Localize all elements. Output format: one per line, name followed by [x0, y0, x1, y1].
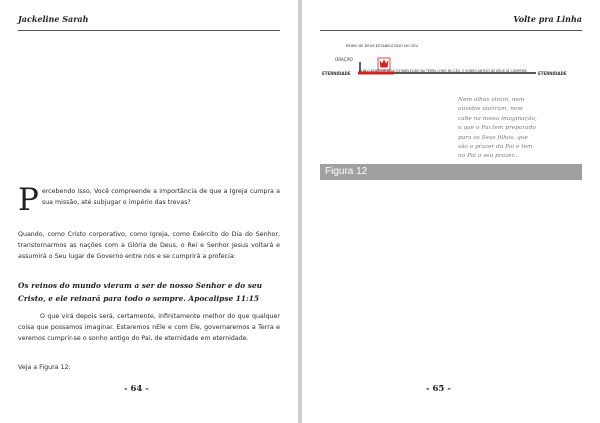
eternity-left-label: ETERNIDADE [322, 71, 351, 76]
bible-quote: Os reinos do mundo vieram a ser de nosso Senhor e do seu Cristo, e ele reinará para todo o sempre. Apocalipse 11:15 [18, 281, 263, 303]
opening-paragraph-text: ercebendo isso, Você compreende a importância de que a Igreja cumpra a sua missão, até subjugar o império das trevas? [41, 188, 280, 206]
poem-line: para os Seus filhos, que [458, 134, 528, 141]
eternity-right-label: ETERNIDADE [538, 71, 567, 76]
header-rule [18, 30, 280, 31]
poem-line: o que o Pai tem preparado [458, 125, 536, 132]
poem-quote [458, 96, 570, 162]
paragraph-future: O que virá depois será, certamente, infinitamente melhor do que qualquer coisa que possamos imaginar. Estaremos nEle e com Ele, governaremos a Terra e veremos cumprir-se o sonho antigo do Pai, de eternidade em eternidade. [18, 313, 280, 342]
timeline-graphic [322, 50, 582, 84]
header-rule [320, 30, 582, 31]
poem-line: cabe na nossa imaginação, [458, 115, 537, 122]
opening-paragraph [18, 182, 280, 218]
left-page [0, 0, 298, 423]
figure-reference: Veja a Figura 12: [18, 364, 71, 371]
figure-caption-bar [320, 164, 582, 180]
timeline-caption: COM O REINO DE DEUS ESTABELECIDO NA TERRA COMO NO CÉU, O SONHO ANTIGO DE DEUS SE CUMPRIRÁ [359, 69, 527, 73]
diagram-top-label: REINO DE DEUS ESTABELECIDO NO CÉU [346, 44, 419, 48]
right-page [302, 0, 600, 423]
poem-line: ouvidos ouviram, nem [458, 106, 523, 113]
paragraph-prophecy-intro: Quando, como Cristo corporativo, como Igreja, como Exército do Dia do Senhor, transtornarmos as nações com a Glória de Deus, o Rei e Senhor Jesus voltará e assumirá o Seu lugar de Governo entre nós e se cumprirá a profecia: [18, 231, 280, 260]
poem-line: são o prazer do Pai e tem [458, 144, 533, 151]
poem-line: no Pai o seu prazer... [458, 153, 520, 160]
right-page-header: Volte pra Linha [513, 14, 582, 24]
left-page-header: Jackeline Sarah [18, 14, 89, 24]
figure-caption: Figura 12 [325, 166, 368, 177]
page-number-right: - 65 - [426, 384, 451, 394]
poem-line: Nem olhos viram, nem [458, 97, 525, 103]
page-number-left: - 64 - [124, 384, 149, 394]
drop-cap: P [18, 182, 39, 218]
oracao-label: ORAÇÃO [335, 57, 353, 62]
